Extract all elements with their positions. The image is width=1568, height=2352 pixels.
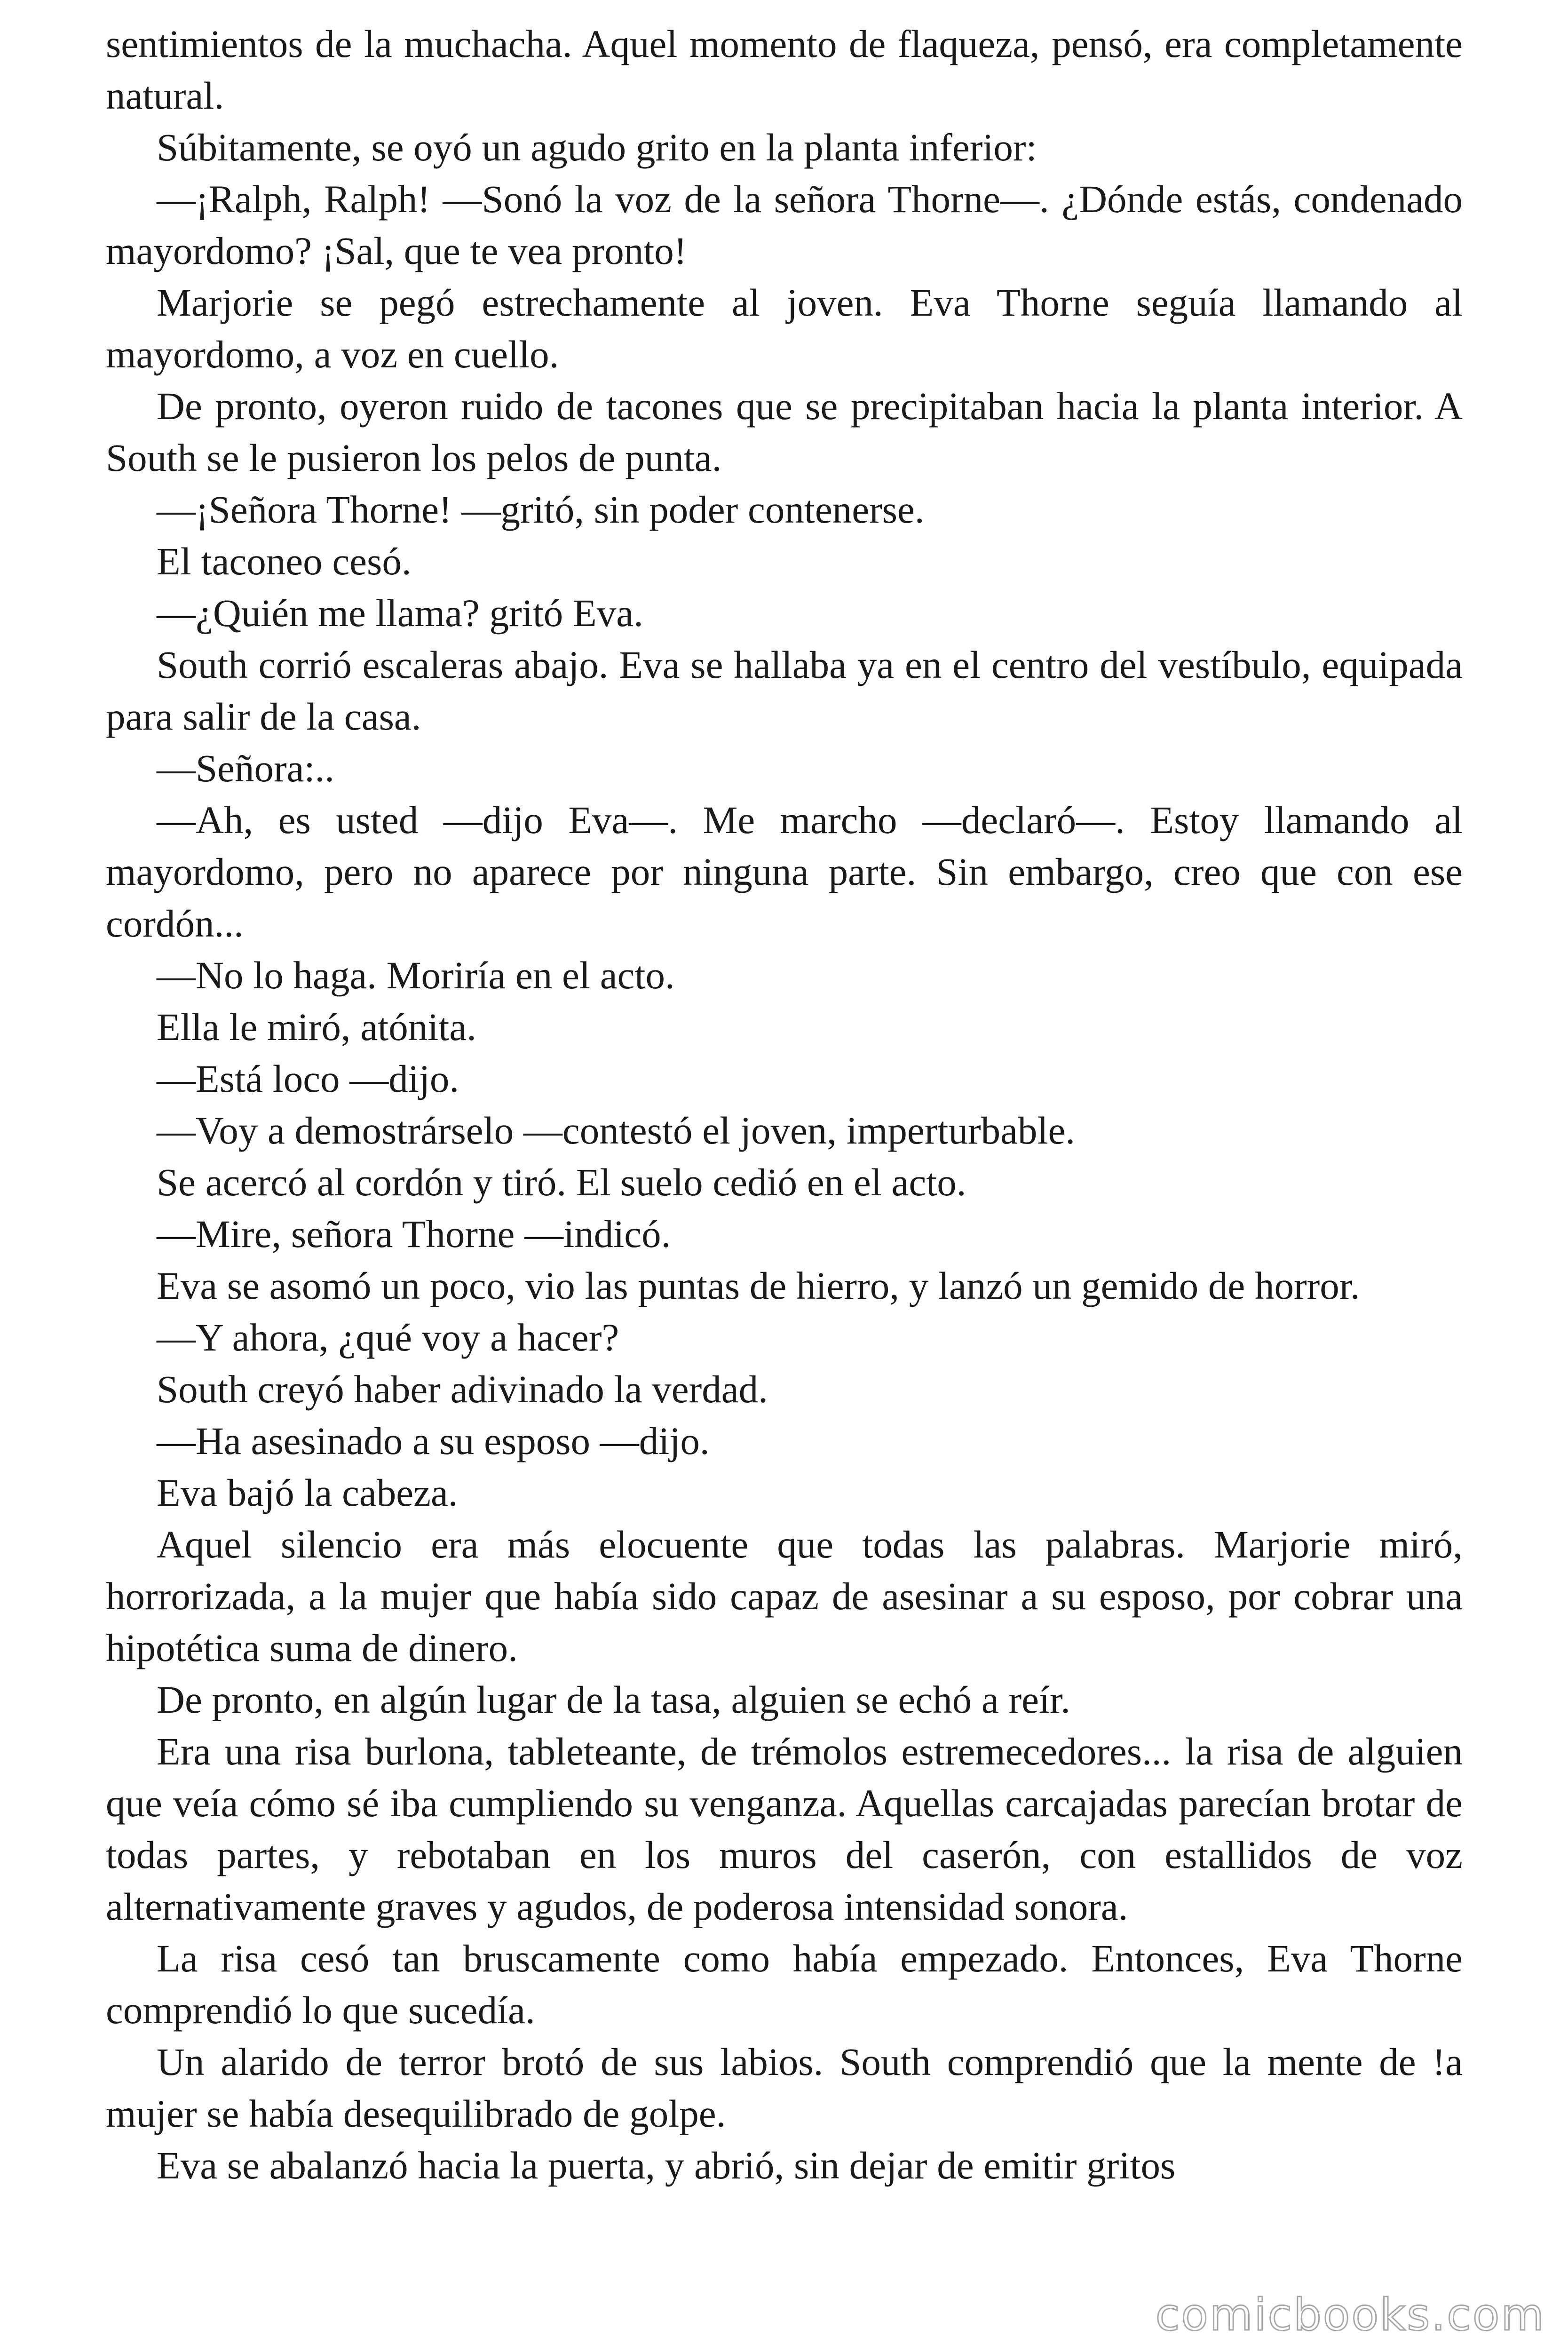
paragraph: sentimientos de la muchacha. Aquel momento de flaqueza, pensó, era completamente natural. bbox=[106, 22, 1463, 117]
paragraph: Eva se abalanzó hacia la puerta, y abrió, sin dejar de emitir gritos bbox=[157, 2144, 1176, 2187]
paragraph: —Señora:.. bbox=[157, 747, 335, 790]
paragraph: Un alarido de terror brotó de sus labios. South comprendió que la mente de !a mujer se había desequilibrado de golpe. bbox=[106, 2040, 1463, 2135]
paragraph: Eva se asomó un poco, vio las puntas de hierro, y lanzó un gemido de horror. bbox=[157, 1264, 1360, 1307]
paragraph: Era una risa burlona, tableteante, de trémolos estremecedores... la risa de alguien que veía cómo sé iba cumpliendo su venganza. Aquellas carcajadas parecían brotar de todas partes, y rebotaban en los muros del caserón, con estallidos de voz alternativamente graves y agudos, de poderosa intensidad sonora. bbox=[106, 1730, 1463, 1928]
paragraph: De pronto, en algún lugar de la tasa, alguien se echó a reír. bbox=[157, 1678, 1070, 1721]
paragraph: Eva bajó la cabeza. bbox=[157, 1471, 458, 1514]
book-page bbox=[106, 18, 1463, 2191]
paragraph: South creyó haber adivinado la verdad. bbox=[157, 1367, 768, 1411]
paragraph: —Y ahora, ¿qué voy a hacer? bbox=[157, 1316, 619, 1359]
paragraph: South corrió escaleras abajo. Eva se hallaba ya en el centro del vestíbulo, equipada para salir de la casa. bbox=[106, 643, 1463, 738]
paragraph: —¡Ralph, Ralph! —Sonó la voz de la señora Thorne—. ¿Dónde estás, condenado mayordomo? ¡Sal, que te vea pronto! bbox=[106, 177, 1463, 272]
paragraph: —Ha asesinado a su esposo —dijo. bbox=[157, 1419, 710, 1462]
paragraph: La risa cesó tan bruscamente como había empezado. Entonces, Eva Thorne comprendió lo que sucedía. bbox=[106, 1937, 1463, 2032]
paragraph: Se acercó al cordón y tiró. El suelo cedió en el acto. bbox=[157, 1160, 966, 1204]
paragraph: De pronto, oyeron ruido de tacones que se precipitaban hacia la planta interior. A South se le pusieron los pelos de punta. bbox=[106, 384, 1463, 479]
paragraph: —¿Quién me llama? gritó Eva. bbox=[157, 591, 643, 635]
paragraph: Marjorie se pegó estrechamente al joven. Eva Thorne seguía llamando al mayordomo, a voz en cuello. bbox=[106, 281, 1463, 376]
paragraph: —No lo haga. Moriría en el acto. bbox=[157, 954, 675, 997]
paragraph: —Ah, es usted —dijo Eva—. Me marcho —declaró—. Estoy llamando al mayordomo, pero no aparece por ninguna parte. Sin embargo, creo que con ese cordón... bbox=[106, 798, 1463, 945]
paragraph: Aquel silencio era más elocuente que todas las palabras. Marjorie miró, horrorizada, a la mujer que había sido capaz de asesinar a su esposo, por cobrar una hipotética suma de dinero. bbox=[106, 1523, 1463, 1669]
paragraph: —Mire, señora Thorne —indicó. bbox=[157, 1212, 671, 1255]
paragraph: Ella le miró, atónita. bbox=[157, 1005, 476, 1049]
watermark-logo: comicbooks.com bbox=[1155, 2289, 1545, 2341]
paragraph: El taconeo cesó. bbox=[157, 540, 412, 583]
paragraph: —¡Señora Thorne! —gritó, sin poder contenerse. bbox=[157, 488, 925, 531]
paragraph: —Está loco —dijo. bbox=[157, 1057, 459, 1100]
paragraph: Súbitamente, se oyó un agudo grito en la planta inferior: bbox=[157, 126, 1037, 169]
paragraph: —Voy a demostrárselo —contestó el joven, imperturbable. bbox=[157, 1109, 1076, 1152]
